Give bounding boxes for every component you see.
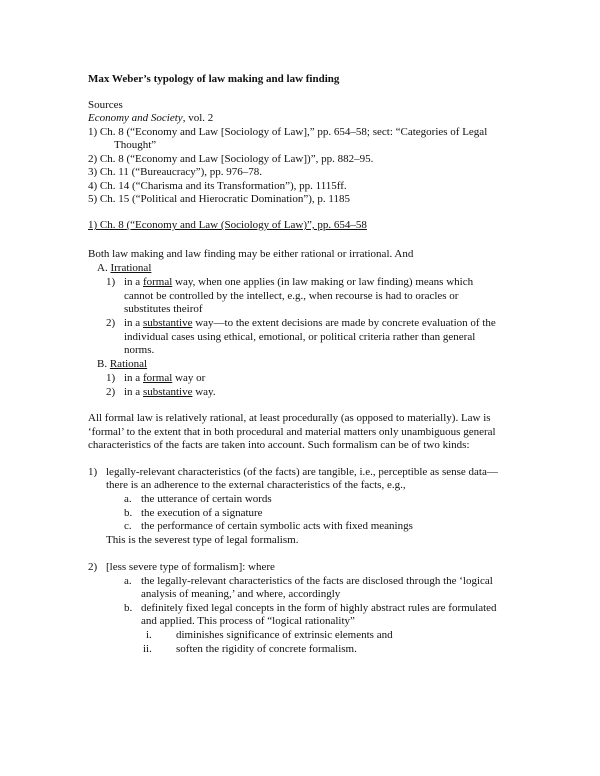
part-b-item-2-pre: in a	[124, 386, 143, 398]
part-a-item-2-number: 2)	[106, 317, 116, 329]
part-a-marker: A.	[97, 262, 108, 274]
kind-1-number: 1)	[88, 466, 98, 478]
sources-heading: Sources	[88, 99, 123, 111]
kind-1-sub-c: the performance of certain symbolic acts with fixed meanings	[141, 520, 413, 532]
formal-paragraph-line-2: ‘formal’ to the extent that in both procedural and material matters only unambiguous general	[88, 426, 496, 438]
part-b-item-2	[124, 385, 216, 399]
part-a-item-2-term: substantive	[142, 317, 193, 329]
kind-2-roman-ii: soften the rigidity of concrete formalism.	[176, 643, 357, 655]
kind-2-roman-i: diminishes significance of extrinsic elements and	[176, 629, 393, 641]
book-volume: , vol. 2	[182, 112, 214, 124]
kind-2-sub-b-marker: b.	[124, 602, 133, 614]
source-item-1: 1) Ch. 8 (“Economy and Law [Sociology of Law],” pp. 654–58; sect: “Categories of Legal	[88, 126, 488, 138]
kind-2-sub-a-line-2: analysis of meaning,’ and where, accordingly	[141, 588, 341, 600]
part-a-label: Irrational	[110, 262, 152, 274]
source-item-2: 2) Ch. 8 (“Economy and Law [Sociology of Law])”, pp. 882–95.	[88, 153, 374, 165]
book-reference	[88, 111, 213, 125]
source-item-1-continued: Thought”	[114, 139, 157, 151]
part-b-item-2-post: way.	[192, 386, 216, 398]
part-a-item-1	[124, 275, 473, 289]
part-a-item-2-line-2: individual cases using ethical, emotional, or political criteria rather than general	[124, 331, 476, 343]
part-a-item-1-pre: in a	[124, 276, 143, 288]
book-title: Economy and Society	[88, 112, 183, 124]
part-a-item-2	[124, 316, 496, 330]
section-heading: 1) Ch. 8 (“Economy and Law (Sociology of Law)”, pp. 654–58	[88, 219, 367, 231]
formal-paragraph-line-1: All formal law is relatively rational, at least procedurally (as opposed to materially). Law is	[88, 412, 491, 424]
part-a-item-1-line-2: cannot be controlled by the intellect, e.g., when recourse is had to oracles or	[124, 290, 459, 302]
part-b-label: Rational	[109, 358, 148, 370]
part-a-heading	[97, 261, 151, 275]
kind-2-sub-b-line-2: and applied. This process of “logical rationality”	[141, 615, 355, 627]
kind-1-closing: This is the severest type of legal formalism.	[106, 534, 299, 546]
intro-sentence: Both law making and law finding may be either rational or irrational. And	[88, 248, 414, 260]
kind-2-sub-a-marker: a.	[124, 575, 132, 587]
part-b-item-1-number: 1)	[106, 372, 116, 384]
part-a-item-1-post: way, when one applies (in law making or law finding) means which	[172, 276, 474, 288]
part-b-heading	[97, 357, 147, 371]
kind-1-sub-c-marker: c.	[124, 520, 132, 532]
part-b-item-1-pre: in a	[124, 372, 143, 384]
part-b-item-2-term: substantive	[142, 386, 193, 398]
kind-2-roman-ii-marker: ii.	[143, 643, 152, 655]
kind-2-line: [less severe type of formalism]: where	[106, 561, 275, 573]
kind-1-sub-b: the execution of a signature	[141, 507, 263, 519]
kind-2-number: 2)	[88, 561, 98, 573]
source-item-4: 4) Ch. 14 (“Charisma and its Transformation”), pp. 1115ff.	[88, 180, 347, 192]
part-a-item-1-term: formal	[142, 276, 173, 288]
kind-1-sub-b-marker: b.	[124, 507, 133, 519]
kind-2-roman-i-marker: i.	[146, 629, 152, 641]
kind-2-sub-a-line-1: the legally-relevant characteristics of the facts are disclosed through the ‘logical	[141, 575, 493, 587]
part-b-item-2-number: 2)	[106, 386, 116, 398]
kind-1-sub-a-marker: a.	[124, 493, 132, 505]
part-a-item-2-post: way—to the extent decisions are made by concrete evaluation of the	[192, 317, 496, 329]
kind-2-sub-b-line-1: definitely fixed legal concepts in the form of highly abstract rules are formulated	[141, 602, 497, 614]
part-a-item-1-line-3: substitutes theirof	[124, 303, 203, 315]
kind-1-line-2: there is an adherence to the external characteristics of the facts, e.g.,	[106, 479, 406, 491]
source-item-3: 3) Ch. 11 (“Bureaucracy”), pp. 976–78.	[88, 166, 263, 178]
kind-1-sub-a: the utterance of certain words	[141, 493, 272, 505]
part-b-item-1	[124, 371, 205, 385]
kind-1-line-1: legally-relevant characteristics (of the facts) are tangible, i.e., perceptible as sense data—	[106, 466, 498, 478]
part-b-item-1-post: way or	[172, 372, 206, 384]
formal-paragraph-line-3: characteristics of the facts are taken into account. Such formalism can be of two kinds:	[88, 439, 470, 451]
part-a-item-2-line-3: norms.	[124, 344, 155, 356]
source-item-5: 5) Ch. 15 (“Political and Hierocratic Domination”), p. 1185	[88, 193, 350, 205]
part-a-item-2-pre: in a	[124, 317, 143, 329]
part-a-item-1-number: 1)	[106, 276, 116, 288]
document-title: Max Weber’s typology of law making and law finding	[88, 73, 340, 85]
part-b-marker: B.	[97, 358, 108, 370]
part-b-item-1-term: formal	[142, 372, 173, 384]
